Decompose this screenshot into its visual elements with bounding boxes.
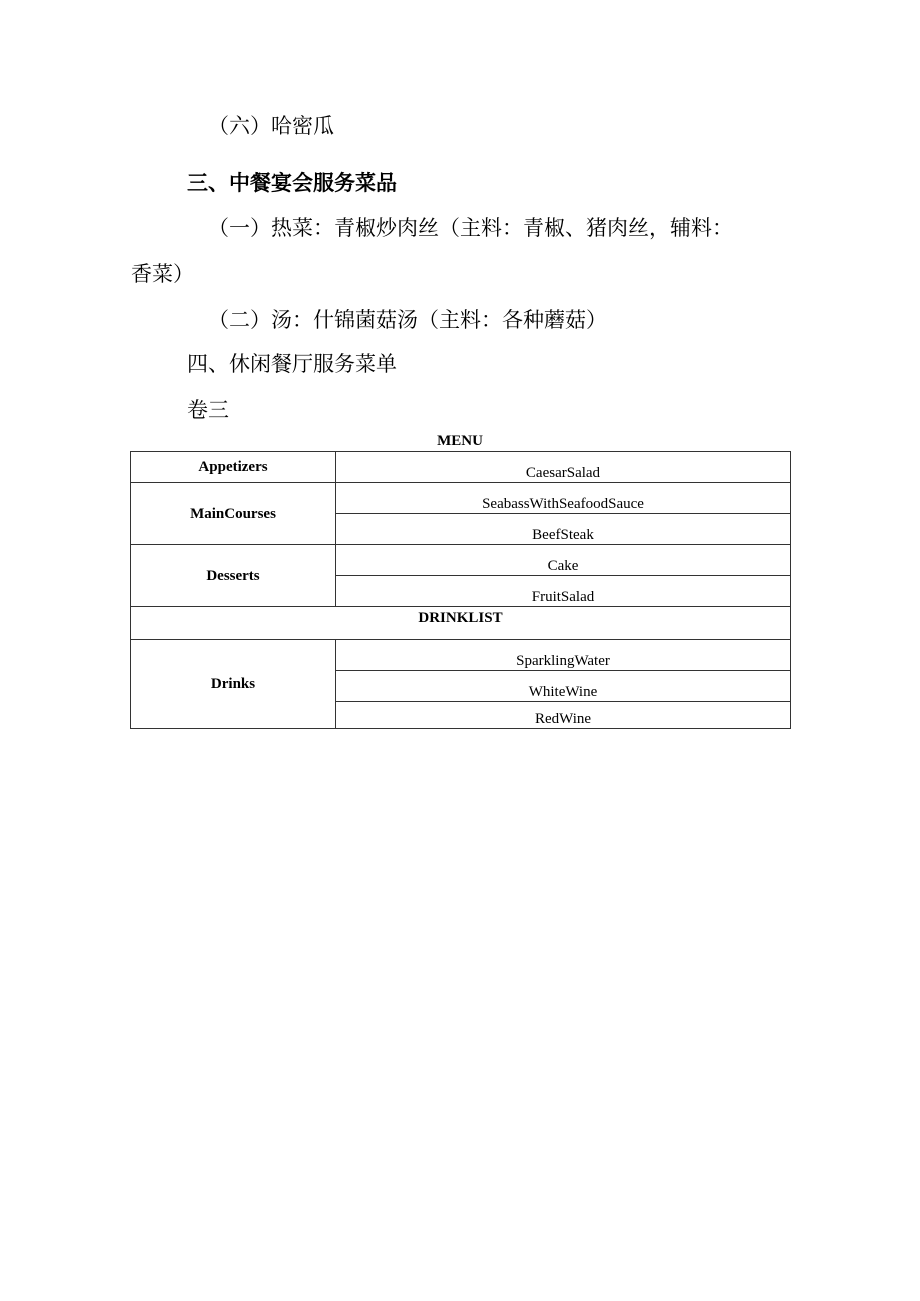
table-row <box>131 452 791 483</box>
item-hami-melon: （六）哈密瓜 <box>208 114 334 138</box>
volume-label: 卷三 <box>187 398 229 422</box>
category-appetizers: Appetizers <box>131 452 336 483</box>
table-row <box>131 640 791 671</box>
menu-item: Cake <box>336 545 791 576</box>
table-row <box>131 607 791 640</box>
item-hot-dish: （一）热菜：青椒炒肉丝（主料：青椒、猪肉丝，辅料： <box>208 216 733 240</box>
drink-item: SparklingWater <box>336 640 791 671</box>
category-desserts: Desserts <box>131 545 336 607</box>
drink-list-heading: DRINKLIST <box>131 607 791 640</box>
item-soup: （二）汤：什锦菌菇汤（主料：各种蘑菇） <box>208 308 607 332</box>
section-heading-casual-restaurant: 四、休闲餐厅服务菜单 <box>187 352 397 376</box>
table-row <box>131 545 791 576</box>
item-hot-dish-continued: 香菜） <box>131 262 194 286</box>
menu-table <box>130 451 791 729</box>
menu-title: MENU <box>437 433 483 449</box>
menu-item: BeefSteak <box>336 514 791 545</box>
section-heading-chinese-banquet: 三、中餐宴会服务菜品 <box>187 171 397 195</box>
menu-item: CaesarSalad <box>336 452 791 483</box>
menu-item: FruitSalad <box>336 576 791 607</box>
category-main-courses: MainCourses <box>131 483 336 545</box>
menu-item: SeabassWithSeafoodSauce <box>336 483 791 514</box>
category-drinks: Drinks <box>131 640 336 729</box>
drink-item: RedWine <box>336 702 791 729</box>
drink-item: WhiteWine <box>336 671 791 702</box>
table-row <box>131 483 791 514</box>
